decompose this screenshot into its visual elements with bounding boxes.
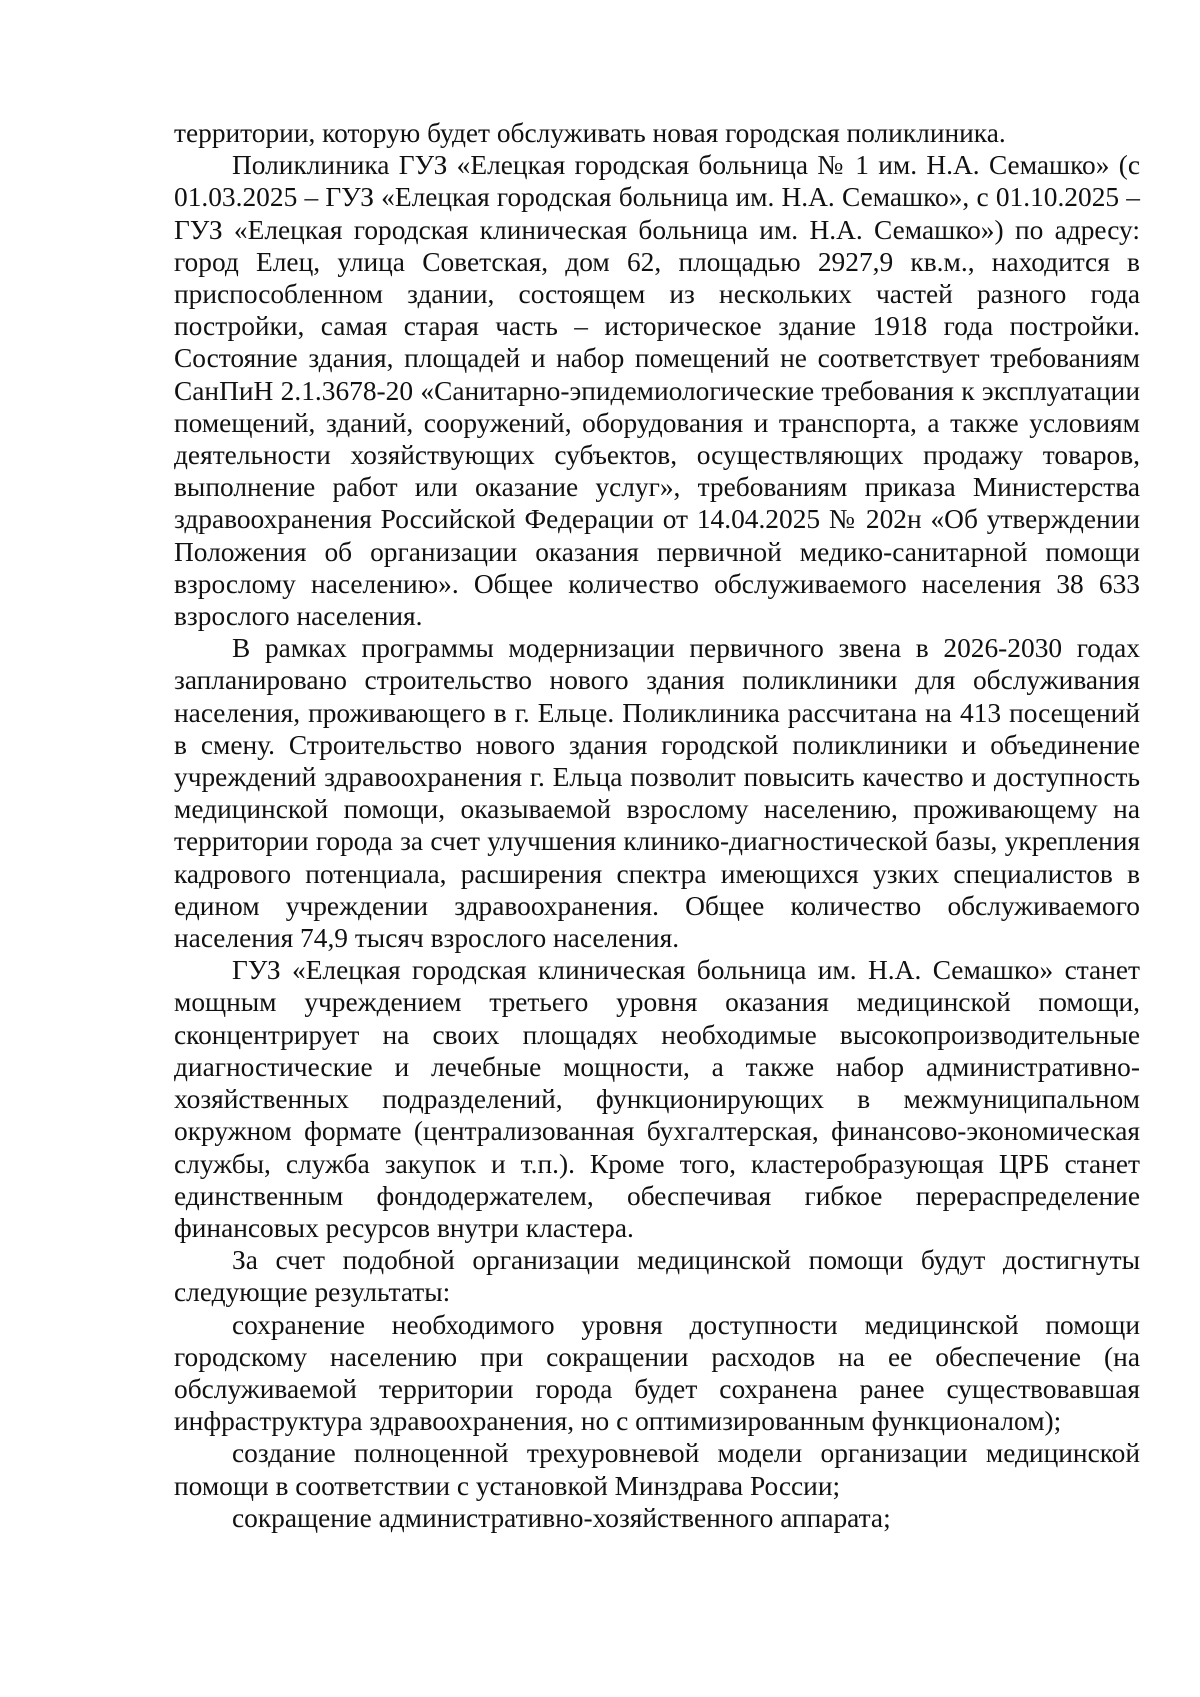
paragraph-hospital-third-level: ГУЗ «Елецкая городская клиническая больница им. Н.А. Семашко» станет мощным учреждением третьего уровня оказания медицинской помощи, сконцентрирует на своих площадях необходимые высокопроизводительные диагностические и лечебные мощности, а также набор административно-хозяйственных подразделений, функционирующих в межмуниципальном окружном формате (централизованная бухгалтерская, финансово-экономическая службы, служба закупок и т.п.). Кроме того, кластеробразующая ЦРБ станет единственным фондодержателем, обеспечивая гибкое перераспределение финансовых ресурсов внутри кластера. (174, 955, 1140, 1243)
paragraph-polyclinic-description: Поликлиника ГУЗ «Елецкая городская больница № 1 им. Н.А. Семашко» (с 01.03.2025 – ГУЗ «Елецкая городская больница им. Н.А. Семашко», с 01.10.2025 – ГУЗ «Елецкая городская клиническая больница им. Н.А. Семашко») по адресу: город Елец, улица Советская, дом 62, площадью 2927,9 кв.м., находится в приспособленном здании, состоящем из нескольких частей разного года постройки, самая старая часть – историческое здание 1918 года постройки. Состояние здания, площадей и набор помещений не соответствует требованиям СанПиН 2.1.3678-20 «Санитарно-эпидемиологические требования к эксплуатации помещений, зданий, сооружений, оборудования и транспорта, а также условиям деятельности хозяйствующих субъектов, осуществляющих продажу товаров, выполнение работ или оказание услуг», требованиям приказа Министерства здравоохранения Российской Федерации от 14.04.2025 № 202н «Об утверждении Положения об организации оказания первичной медико-санитарной помощи взрослому населению». Общее количество обслуживаемого населения 38 633 взрослого населения. (174, 150, 1140, 632)
document-page (174, 117, 1140, 1534)
paragraph-modernization-program: В рамках программы модернизации первичного звена в 2026-2030 годах запланировано строительство нового здания поликлиники для обслуживания населения, проживающего в г. Ельце. Поликлиника рассчитана на 413 посещений в смену. Строительство нового здания городской поликлиники и объединение учреждений здравоохранения г. Ельца позволит повысить качество и доступность медицинской помощи, оказываемой взрослому населению, проживающему на территории города за счет улучшения клинико-диагностической базы, укрепления кадрового потенциала, расширения спектра имеющихся узких специалистов в едином учреждении здравоохранения. Общее количество обслуживаемого населения 74,9 тысяч взрослого населения. (174, 633, 1140, 954)
result-item-admin-reduction: сокращение административно-хозяйственного аппарата; (232, 1502, 891, 1533)
paragraph-results-intro: За счет подобной организации медицинской помощи будут достигнуты следующие результаты: (174, 1245, 1140, 1308)
result-item-accessibility: сохранение необходимого уровня доступности медицинской помощи городскому населению при сокращении расходов на ее обеспечение (на обслуживаемой территории города будет сохранена ранее существовавшая инфраструктура здравоохранения, но с оптимизированным функционалом); (174, 1309, 1140, 1437)
paragraph-continuation: территории, которую будет обслуживать новая городская поликлиника. (174, 118, 1006, 148)
result-item-three-level-model: создание полноценной трехуровневой модели организации медицинской помощи в соответствии с установкой Минздрава России; (174, 1438, 1140, 1501)
